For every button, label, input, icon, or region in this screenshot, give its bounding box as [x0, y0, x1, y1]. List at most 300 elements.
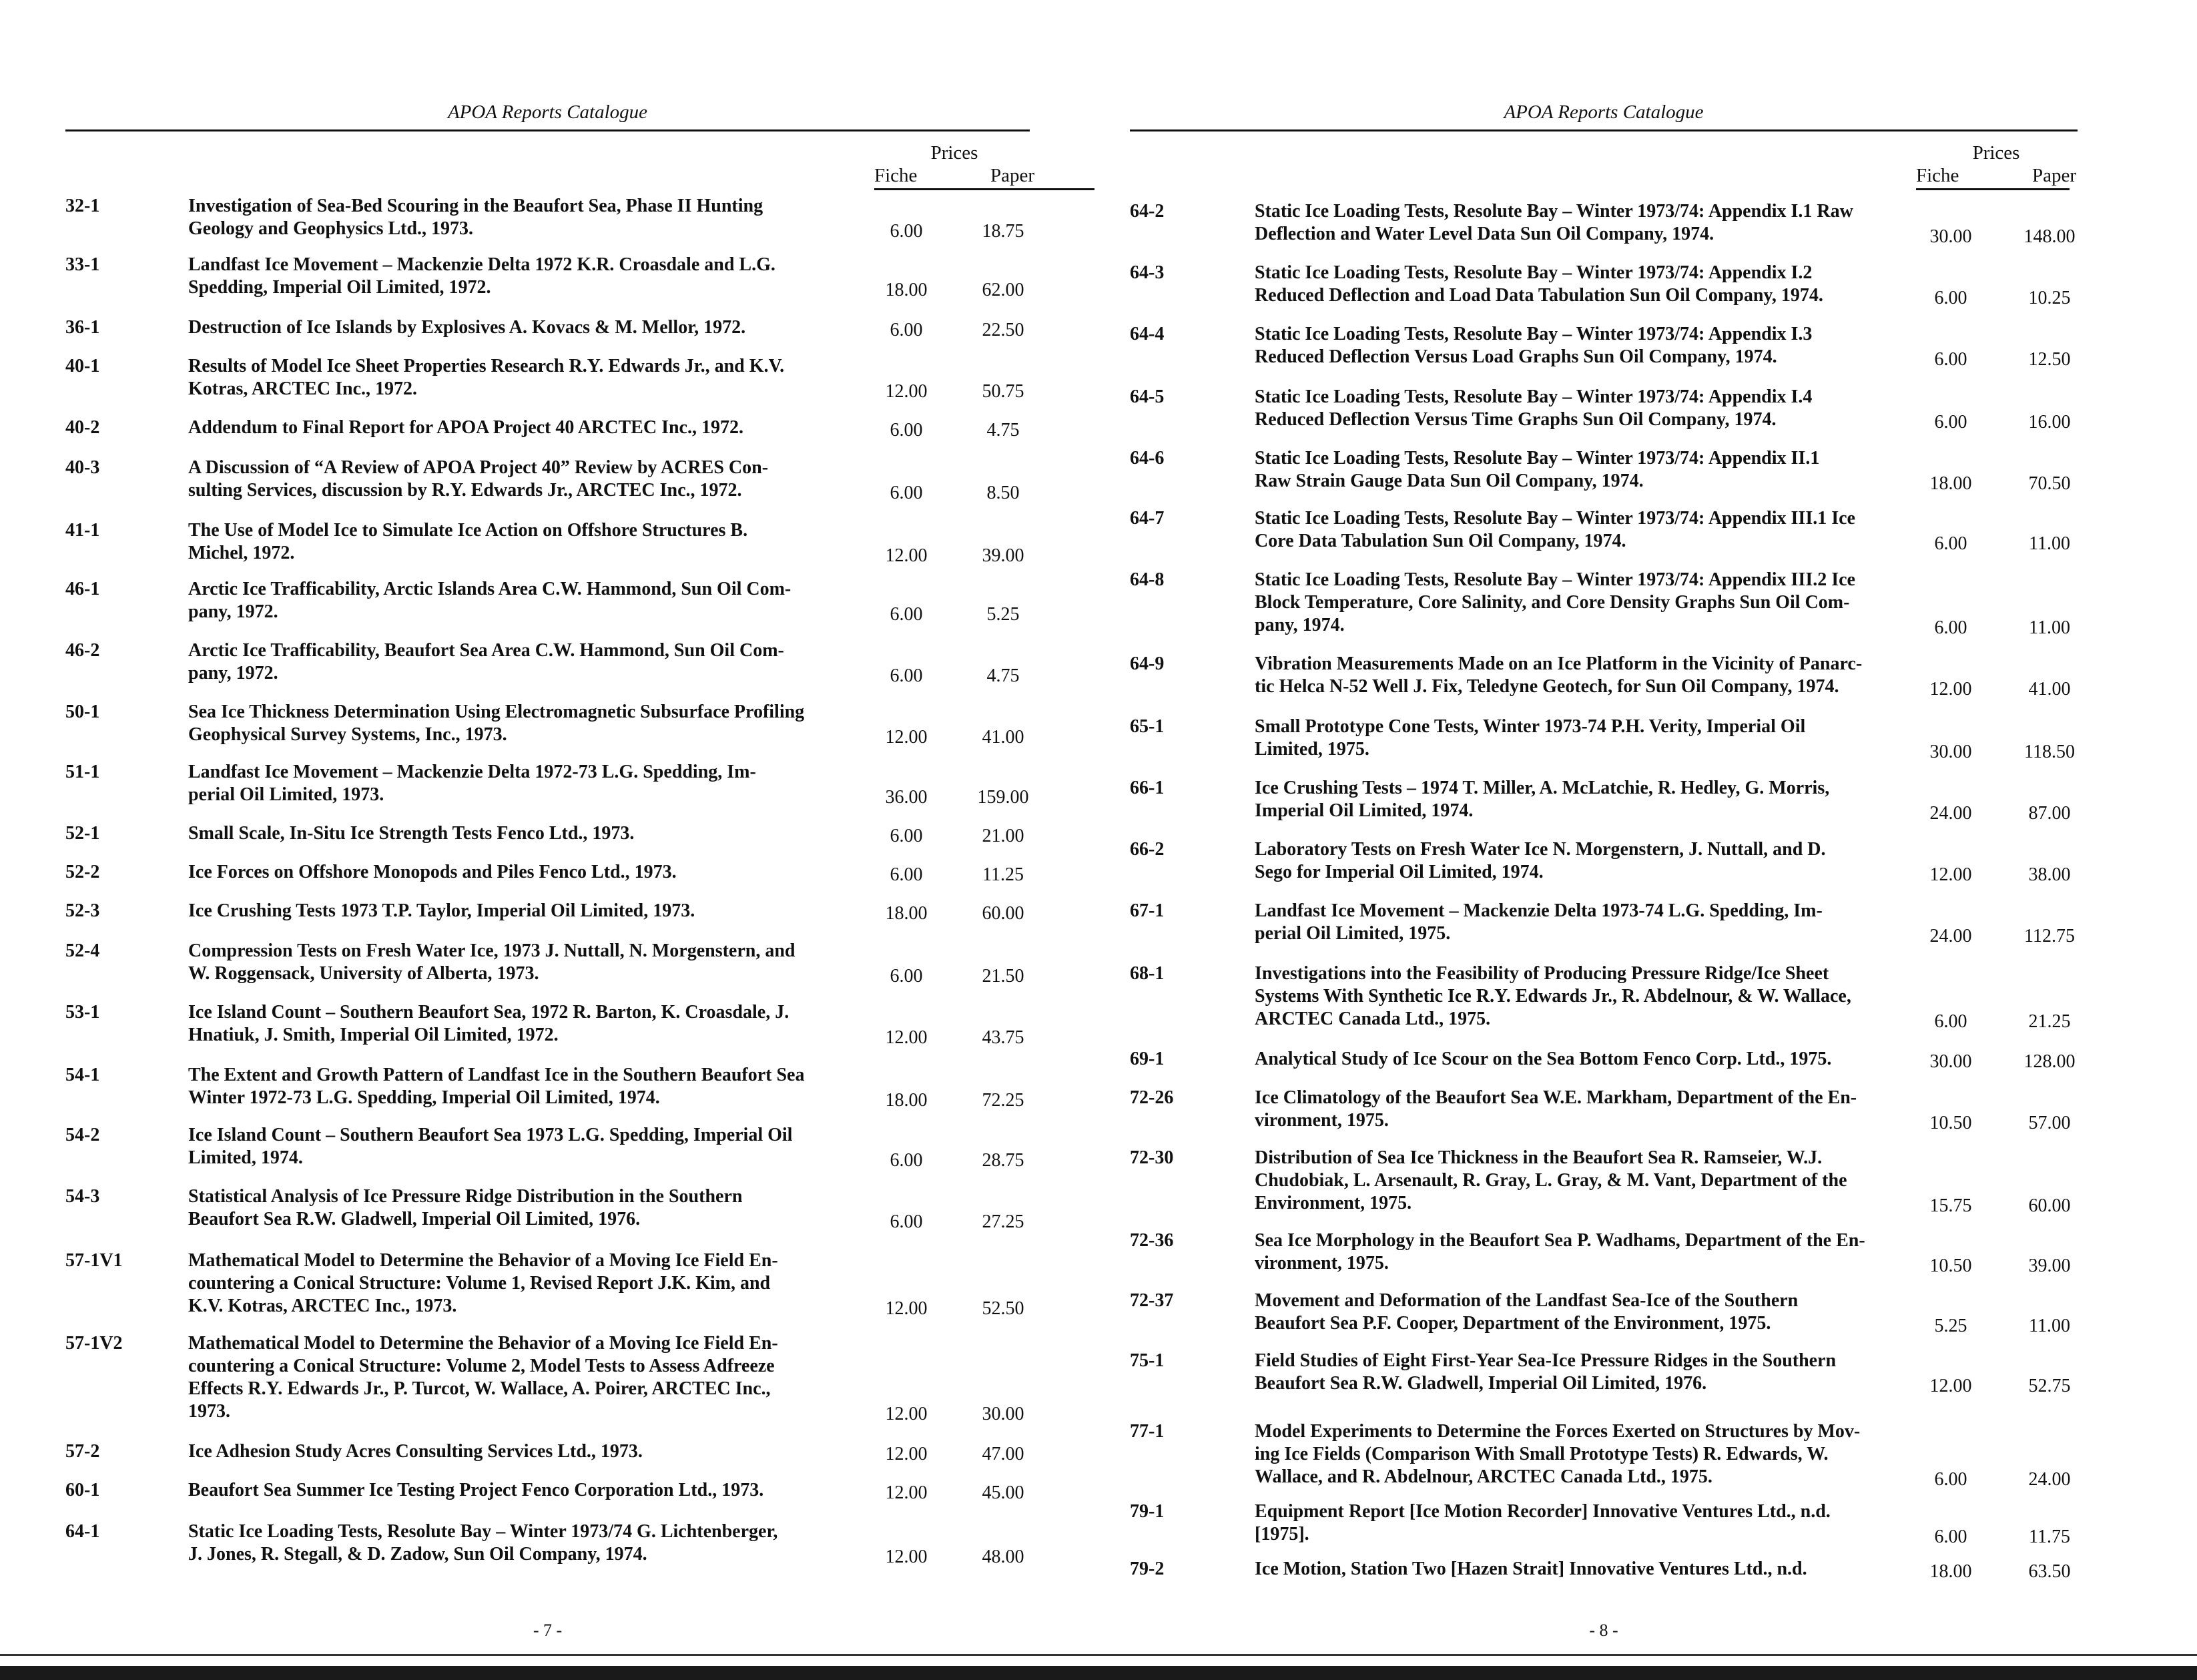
report-title-line: Beaufort Sea R.W. Gladwell, Imperial Oil Limited, 1976. — [188, 1209, 641, 1229]
right-page — [1130, 0, 2078, 1680]
report-title — [188, 761, 896, 806]
report-title-line: The Use of Model Ice to Simulate Ice Action on Offshore Structures B. — [188, 520, 748, 541]
page-header: APOA Reports Catalogue — [1504, 101, 1704, 123]
fiche-price: 12.00 — [885, 381, 928, 402]
catalogue-entry — [65, 940, 1030, 985]
report-number: 65-1 — [1130, 716, 1165, 737]
report-number: 66-1 — [1130, 778, 1165, 798]
report-number: 66-2 — [1130, 839, 1165, 860]
report-title-line: Sego for Imperial Oil Limited, 1974. — [1255, 862, 1544, 882]
fiche-label: Fiche — [1916, 165, 1959, 186]
report-title-line: Wallace, and R. Abdelnour, ARCTEC Canada Ltd., 1975. — [1255, 1466, 1712, 1487]
report-title-line: Static Ice Loading Tests, Resolute Bay – Winter 1973/74: Appendix III.2 Ice — [1255, 569, 1855, 590]
catalogue-entry — [1130, 716, 2078, 761]
paper-price: 11.25 — [982, 864, 1024, 885]
paper-price: 11.75 — [2029, 1526, 2070, 1547]
report-title — [188, 940, 896, 985]
report-title — [1255, 1147, 1942, 1215]
paper-price: 22.50 — [982, 320, 1024, 340]
fiche-price: 30.00 — [1929, 1051, 1972, 1072]
fiche-price: 6.00 — [890, 483, 923, 503]
left-page — [65, 0, 1034, 1680]
prices-label: Prices — [930, 142, 978, 164]
report-number: 64-5 — [1130, 386, 1165, 407]
paper-price: 47.00 — [982, 1444, 1024, 1464]
report-title-line: pany, 1974. — [1255, 615, 1345, 635]
report-title-line: Investigations into the Feasibility of Producing Pressure Ridge/Ice Sheet — [1255, 963, 1829, 984]
report-title — [188, 861, 896, 884]
fiche-price: 6.00 — [1934, 533, 1967, 554]
report-title — [188, 1001, 896, 1047]
fiche-price: 6.00 — [890, 1150, 923, 1171]
catalogue-entry — [65, 457, 1030, 502]
report-title-line: ing Ice Fields (Comparison With Small Prototype Tests) R. Edwards, W. — [1255, 1444, 1829, 1464]
report-number: 79-1 — [1130, 1501, 1165, 1522]
fiche-price: 6.00 — [890, 864, 923, 885]
report-title — [1255, 1420, 1942, 1488]
catalogue-entry — [1130, 1087, 2078, 1132]
report-title-line: Deflection and Water Level Data Sun Oil Company, 1974. — [1255, 224, 1714, 244]
report-title-line: Sea Ice Thickness Determination Using Electromagnetic Subsurface Profiling — [188, 702, 805, 722]
report-number: 54-3 — [65, 1186, 100, 1207]
fiche-price: 10.50 — [1929, 1255, 1972, 1276]
report-number: 32-1 — [65, 196, 100, 216]
report-title-line: Static Ice Loading Tests, Resolute Bay – Winter 1973/74: Appendix I.2 — [1255, 262, 1813, 283]
catalogue-entry — [65, 861, 1030, 884]
report-title-line: tic Helca N-52 Well J. Fix, Teledyne Geotech, for Sun Oil Company, 1974. — [1255, 676, 1839, 697]
paper-price: 43.75 — [982, 1027, 1024, 1048]
paper-price: 62.00 — [982, 280, 1024, 300]
catalogue-entry — [65, 761, 1030, 806]
page-header: APOA Reports Catalogue — [447, 101, 648, 123]
report-number: 54-1 — [65, 1065, 100, 1085]
report-title-line: Static Ice Loading Tests, Resolute Bay – Winter 1973/74: Appendix III.1 Ice — [1255, 508, 1855, 529]
report-title — [188, 1064, 896, 1109]
paper-price: 63.50 — [2028, 1561, 2071, 1582]
paper-price: 39.00 — [2028, 1255, 2071, 1276]
catalogue-entry — [65, 195, 1030, 240]
paper-price: 11.00 — [2029, 533, 2070, 554]
report-title-line: Mathematical Model to Determine the Behavior of a Moving Ice Field En- — [188, 1250, 778, 1271]
paper-label: Paper — [2031, 165, 2076, 186]
fiche-price: 18.00 — [885, 1090, 928, 1111]
report-number: 46-1 — [65, 579, 100, 599]
report-title-line: Small Prototype Cone Tests, Winter 1973-74 P.H. Verity, Imperial Oil — [1255, 716, 1806, 737]
report-title — [188, 1440, 896, 1463]
report-title-line: Small Scale, In-Situ Ice Strength Tests Fenco Ltd., 1973. — [188, 823, 635, 844]
paper-price: 21.25 — [2028, 1011, 2071, 1032]
report-title — [1255, 323, 1942, 368]
paper-price: 27.25 — [982, 1211, 1024, 1232]
catalogue-entry — [65, 519, 1030, 565]
report-title-line: Spedding, Imperial Oil Limited, 1972. — [188, 277, 491, 298]
fiche-price: 36.00 — [885, 787, 928, 808]
report-title — [188, 1479, 896, 1502]
report-title-line: Model Experiments to Determine the Forces Exerted on Structures by Mov- — [1255, 1421, 1861, 1442]
catalogue-entry — [65, 578, 1030, 623]
report-title-line: Mathematical Model to Determine the Behavior of a Moving Ice Field En- — [188, 1333, 778, 1354]
paper-price: 41.00 — [2028, 679, 2071, 699]
catalogue-entry — [65, 822, 1030, 845]
report-number: 53-1 — [65, 1002, 100, 1023]
report-title-line: Chudobiak, L. Arsenault, R. Gray, L. Gray, & M. Vant, Department of the — [1255, 1170, 1847, 1191]
report-title — [188, 457, 896, 502]
report-number: 46-2 — [65, 640, 100, 661]
report-number: 40-3 — [65, 457, 100, 478]
report-title-line: Static Ice Loading Tests, Resolute Bay – Winter 1973/74 G. Lichtenberger, — [188, 1521, 778, 1542]
report-number: 54-2 — [65, 1125, 100, 1145]
catalogue-entry — [1130, 507, 2078, 553]
report-title-line: Reduced Deflection Versus Load Graphs Sun Oil Company, 1974. — [1255, 346, 1777, 367]
fiche-price: 6.00 — [890, 966, 923, 987]
paper-price: 48.00 — [982, 1547, 1024, 1567]
report-title — [1255, 838, 1942, 884]
report-title-line: Hnatiuk, J. Smith, Imperial Oil Limited, 1972. — [188, 1025, 559, 1045]
report-title — [1255, 716, 1942, 761]
paper-price: 41.00 — [982, 727, 1024, 748]
report-title-line: Static Ice Loading Tests, Resolute Bay – Winter 1973/74: Appendix I.4 — [1255, 386, 1813, 407]
catalogue-entry — [1130, 653, 2078, 698]
paper-price: 30.00 — [982, 1404, 1024, 1424]
report-title-line: 1973. — [188, 1401, 230, 1422]
catalogue-entry — [1130, 1558, 2078, 1581]
catalogue-entry — [65, 900, 1030, 922]
report-title — [188, 900, 896, 922]
fiche-price: 12.00 — [885, 1404, 928, 1424]
report-title — [1255, 1048, 1942, 1071]
report-number: 72-26 — [1130, 1087, 1174, 1108]
report-title-line: Static Ice Loading Tests, Resolute Bay – Winter 1973/74: Appendix I.3 — [1255, 324, 1813, 344]
report-title-line: Laboratory Tests on Fresh Water Ice N. Morgenstern, J. Nuttall, and D. — [1255, 839, 1826, 860]
report-title-line: Ice Climatology of the Beaufort Sea W.E. Markham, Department of the En- — [1255, 1087, 1857, 1108]
report-title — [1255, 1350, 1942, 1395]
paper-price: 87.00 — [2028, 803, 2071, 824]
report-title-line: Statistical Analysis of Ice Pressure Ridge Distribution in the Southern — [188, 1186, 743, 1207]
report-title-line: Effects R.Y. Edwards Jr., P. Turcot, W. Wallace, A. Poirer, ARCTEC Inc., — [188, 1378, 771, 1399]
page-number: - 7 - — [533, 1621, 563, 1640]
report-title-line: Ice Forces on Offshore Monopods and Piles Fenco Ltd., 1973. — [188, 862, 677, 882]
paper-price: 10.25 — [2028, 288, 2071, 308]
report-number: 69-1 — [1130, 1049, 1165, 1069]
report-number: 52-3 — [65, 900, 100, 921]
report-title-line: Limited, 1975. — [1255, 739, 1369, 760]
catalogue-entry — [1130, 200, 2078, 246]
catalogue-entry — [1130, 262, 2078, 307]
prices-rule — [874, 188, 1094, 190]
report-title — [1255, 386, 1942, 431]
fiche-price: 18.00 — [885, 903, 928, 924]
catalogue-entry — [1130, 1420, 2078, 1488]
paper-price: 21.50 — [982, 966, 1024, 987]
report-title-line: J. Jones, R. Stegall, & D. Zadow, Sun Oil Company, 1974. — [188, 1544, 647, 1565]
paper-price: 52.50 — [982, 1298, 1024, 1319]
report-title-line: Arctic Ice Trafficability, Beaufort Sea Area C.W. Hammond, Sun Oil Com- — [188, 640, 784, 661]
catalogue-entry — [1130, 323, 2078, 368]
fiche-price: 24.00 — [1929, 926, 1972, 946]
catalogue-entry — [1130, 838, 2078, 884]
report-title-line: Beaufort Sea R.W. Gladwell, Imperial Oil Limited, 1976. — [1255, 1373, 1707, 1394]
report-title — [1255, 653, 1942, 698]
report-title — [1255, 777, 1942, 822]
page-number: - 8 - — [1589, 1621, 1618, 1640]
fiche-price: 6.00 — [890, 604, 923, 625]
fiche-price: 6.00 — [890, 665, 923, 686]
report-title-line: pany, 1972. — [188, 601, 278, 622]
report-title-line: Arctic Ice Trafficability, Arctic Islands Area C.W. Hammond, Sun Oil Com- — [188, 579, 792, 599]
report-title-line: Limited, 1974. — [188, 1147, 303, 1168]
report-title — [188, 1332, 896, 1423]
fiche-price: 6.00 — [890, 1211, 923, 1232]
report-title-line: Geology and Geophysics Ltd., 1973. — [188, 218, 474, 239]
catalogue-entry — [1130, 447, 2078, 493]
paper-price: 70.50 — [2028, 473, 2071, 494]
report-title — [188, 355, 896, 400]
report-title-line: Raw Strain Gauge Data Sun Oil Company, 1974. — [1255, 471, 1644, 491]
report-title-line: Addendum to Final Report for APOA Project 40 ARCTEC Inc., 1972. — [188, 417, 743, 438]
catalogue-entry — [65, 416, 1030, 439]
report-title — [1255, 1087, 1942, 1132]
report-title — [1255, 1558, 1942, 1581]
report-title — [1255, 1290, 1942, 1335]
report-title-line: Ice Island Count – Southern Beaufort Sea, 1972 R. Barton, K. Croasdale, J. — [188, 1002, 790, 1023]
fiche-price: 6.00 — [890, 320, 923, 340]
prices-column-header — [874, 142, 1034, 187]
report-title-line: K.V. Kotras, ARCTEC Inc., 1973. — [188, 1296, 457, 1316]
paper-price: 57.00 — [2028, 1113, 2071, 1133]
report-title-line: The Extent and Growth Pattern of Landfast Ice in the Southern Beaufort Sea — [188, 1065, 805, 1085]
report-number: 67-1 — [1130, 900, 1165, 921]
paper-price: 18.75 — [982, 221, 1024, 242]
report-number: 50-1 — [65, 702, 100, 722]
bottom-rule — [0, 1654, 2197, 1656]
report-title — [1255, 1229, 1942, 1275]
paper-price: 50.75 — [982, 381, 1024, 402]
report-number: 36-1 — [65, 317, 100, 338]
report-title-line: Analytical Study of Ice Scour on the Sea Bottom Fenco Corp. Ltd., 1975. — [1255, 1049, 1832, 1069]
fiche-price: 12.00 — [885, 1444, 928, 1464]
report-number: 64-7 — [1130, 508, 1165, 529]
report-title-line: sulting Services, discussion by R.Y. Edwards Jr., ARCTEC Inc., 1972. — [188, 480, 742, 501]
paper-price: 16.00 — [2028, 412, 2071, 433]
paper-price: 38.00 — [2028, 864, 2071, 885]
report-number: 64-6 — [1130, 448, 1165, 469]
report-title — [188, 316, 896, 339]
catalogue-entry — [65, 1332, 1030, 1423]
report-title-line: Ice Adhesion Study Acres Consulting Services Ltd., 1973. — [188, 1441, 643, 1462]
report-number: 75-1 — [1130, 1350, 1165, 1371]
report-title-line: Geophysical Survey Systems, Inc., 1973. — [188, 724, 507, 745]
report-title — [188, 822, 896, 845]
fiche-price: 15.75 — [1929, 1195, 1972, 1216]
report-title-line: Ice Motion, Station Two [Hazen Strait] Innovative Ventures Ltd., n.d. — [1255, 1559, 1807, 1579]
catalogue-entry — [1130, 1048, 2078, 1071]
report-number: 40-1 — [65, 356, 100, 376]
report-number: 64-9 — [1130, 653, 1165, 674]
report-title-line: Ice Island Count – Southern Beaufort Sea 1973 L.G. Spedding, Imperial Oil — [188, 1125, 793, 1145]
paper-price: 11.00 — [2029, 1316, 2070, 1336]
report-title-line: Movement and Deformation of the Landfast Sea-Ice of the Southern — [1255, 1290, 1799, 1311]
paper-price: 148.00 — [2023, 226, 2076, 247]
paper-price: 52.75 — [2028, 1376, 2071, 1396]
report-title-line: Environment, 1975. — [1255, 1193, 1412, 1213]
catalogue-entry — [65, 701, 1030, 746]
report-number: 64-8 — [1130, 569, 1165, 590]
fiche-price: 6.00 — [1934, 1526, 1967, 1547]
report-title-line: Imperial Oil Limited, 1974. — [1255, 800, 1474, 821]
report-title-line: Equipment Report [Ice Motion Recorder] Innovative Ventures Ltd., n.d. — [1255, 1501, 1831, 1522]
report-number: 77-1 — [1130, 1421, 1165, 1442]
report-number: 64-4 — [1130, 324, 1165, 344]
paper-price: 11.00 — [2029, 617, 2070, 638]
paper-price: 12.50 — [2028, 349, 2071, 370]
report-number: 72-37 — [1130, 1290, 1174, 1311]
paper-price: 4.75 — [986, 665, 1020, 686]
report-number: 68-1 — [1130, 963, 1165, 984]
fiche-price: 6.00 — [1934, 617, 1967, 638]
paper-price: 60.00 — [982, 903, 1024, 924]
catalogue-entry — [65, 316, 1030, 339]
fiche-price: 10.50 — [1929, 1113, 1972, 1133]
catalogue-entry — [65, 639, 1030, 685]
paper-price: 39.00 — [982, 545, 1024, 566]
catalogue-entry — [1130, 777, 2078, 822]
report-title-line: pany, 1972. — [188, 663, 278, 683]
report-title-line: Static Ice Loading Tests, Resolute Bay – Winter 1973/74: Appendix II.1 — [1255, 448, 1820, 469]
fiche-price: 30.00 — [1929, 742, 1972, 762]
bottom-scan-edge — [0, 1666, 2197, 1680]
paper-price: 72.25 — [982, 1090, 1024, 1111]
report-title-line: Beaufort Sea P.F. Cooper, Department of the Environment, 1975. — [1255, 1313, 1771, 1334]
paper-price: 159.00 — [977, 787, 1029, 808]
report-title-line: A Discussion of “A Review of APOA Project 40” Review by ACRES Con- — [188, 457, 769, 478]
paper-price: 28.75 — [982, 1150, 1024, 1171]
fiche-price: 12.00 — [1929, 864, 1972, 885]
report-number: 51-1 — [65, 762, 100, 782]
report-number: 64-1 — [65, 1521, 100, 1542]
report-title — [1255, 962, 1942, 1031]
fiche-price: 5.25 — [1934, 1316, 1967, 1336]
paper-price: 24.00 — [2028, 1469, 2071, 1490]
catalogue-entry — [65, 1520, 1030, 1566]
fiche-price: 6.00 — [1934, 1011, 1967, 1032]
report-title-line: Winter 1972-73 L.G. Spedding, Imperial Oil Limited, 1974. — [188, 1087, 660, 1108]
report-number: 33-1 — [65, 254, 100, 275]
report-title — [188, 578, 896, 623]
paper-price: 128.00 — [2023, 1051, 2076, 1072]
fiche-price: 12.00 — [1929, 679, 1972, 699]
report-title-line: W. Roggensack, University of Alberta, 1973. — [188, 963, 539, 984]
report-title — [188, 1124, 896, 1169]
report-title-line: Investigation of Sea-Bed Scouring in the Beaufort Sea, Phase II Hunting — [188, 196, 763, 216]
report-title — [1255, 200, 1942, 246]
report-number: 52-4 — [65, 940, 100, 961]
catalogue-entry — [1130, 569, 2078, 637]
report-number: 60-1 — [65, 1480, 100, 1500]
fiche-price: 6.00 — [1934, 1469, 1967, 1490]
report-title-line: vironment, 1975. — [1255, 1253, 1389, 1274]
fiche-price: 6.00 — [1934, 412, 1967, 433]
catalogue-entry — [1130, 1229, 2078, 1275]
catalogue-entry — [65, 355, 1030, 400]
prices-column-header — [1916, 142, 2076, 187]
report-title — [1255, 1500, 1942, 1546]
report-title-line: Kotras, ARCTEC Inc., 1972. — [188, 378, 418, 399]
fiche-price: 12.00 — [1929, 1376, 1972, 1396]
report-title-line: Core Data Tabulation Sun Oil Company, 1974. — [1255, 531, 1626, 551]
report-title-line: Reduced Deflection and Load Data Tabulation Sun Oil Company, 1974. — [1255, 285, 1823, 306]
catalogue-entry — [65, 1064, 1030, 1109]
report-title — [188, 1249, 896, 1318]
report-title-line: Field Studies of Eight First-Year Sea-Ice Pressure Ridges in the Southern — [1255, 1350, 1837, 1371]
fiche-price: 18.00 — [1929, 473, 1972, 494]
report-title-line: Destruction of Ice Islands by Explosives A. Kovacs & M. Mellor, 1972. — [188, 317, 746, 338]
report-title-line: Sea Ice Morphology in the Beaufort Sea P. Wadhams, Department of the En- — [1255, 1230, 1865, 1251]
fiche-label: Fiche — [874, 165, 918, 186]
fiche-price: 12.00 — [885, 1547, 928, 1567]
catalogue-entry — [1130, 1147, 2078, 1215]
catalogue-entry — [65, 1479, 1030, 1502]
report-title — [188, 195, 896, 240]
report-title-line: countering a Conical Structure: Volume 2, Model Tests to Assess Adfreeze — [188, 1356, 775, 1376]
report-title-line: countering a Conical Structure: Volume 1, Revised Report J.K. Kim, and — [188, 1273, 771, 1294]
catalogue-entry — [65, 1249, 1030, 1318]
report-title-line: [1975]. — [1255, 1524, 1309, 1545]
catalogue-entry — [1130, 962, 2078, 1031]
report-title-line: ARCTEC Canada Ltd., 1975. — [1255, 1009, 1491, 1029]
header-rule — [1130, 129, 2078, 131]
report-title-line: vironment, 1975. — [1255, 1110, 1389, 1131]
fiche-price: 24.00 — [1929, 803, 1972, 824]
report-title-line: Distribution of Sea Ice Thickness in the Beaufort Sea R. Ramseier, W.J. — [1255, 1147, 1823, 1168]
report-number: 57-2 — [65, 1441, 100, 1462]
report-title — [188, 1520, 896, 1566]
fiche-price: 18.00 — [885, 280, 928, 300]
report-title-line: Block Temperature, Core Salinity, and Core Density Graphs Sun Oil Com- — [1255, 592, 1850, 613]
report-title — [188, 254, 896, 299]
fiche-price: 12.00 — [885, 545, 928, 566]
fiche-price: 12.00 — [885, 1027, 928, 1048]
catalogue-entry — [65, 254, 1030, 299]
report-title-line: perial Oil Limited, 1973. — [188, 784, 384, 805]
report-title — [188, 1185, 896, 1231]
fiche-price: 12.00 — [885, 1482, 928, 1503]
fiche-price: 6.00 — [890, 420, 923, 441]
report-number: 72-30 — [1130, 1147, 1174, 1168]
report-title-line: Ice Crushing Tests – 1974 T. Miller, A. McLatchie, R. Hedley, G. Morris, — [1255, 778, 1830, 798]
catalogue-entry — [1130, 1350, 2078, 1395]
report-number: 64-2 — [1130, 201, 1165, 222]
report-title-line: Results of Model Ice Sheet Properties Research R.Y. Edwards Jr., and K.V. — [188, 356, 785, 376]
fiche-price: 6.00 — [1934, 349, 1967, 370]
report-number: 52-2 — [65, 862, 100, 882]
report-number: 52-1 — [65, 823, 100, 844]
paper-price: 4.75 — [986, 420, 1020, 441]
paper-price: 8.50 — [986, 483, 1020, 503]
report-title — [1255, 569, 1942, 637]
report-title-line: perial Oil Limited, 1975. — [1255, 923, 1451, 944]
report-title-line: Beaufort Sea Summer Ice Testing Project Fenco Corporation Ltd., 1973. — [188, 1480, 764, 1500]
report-title — [1255, 507, 1942, 553]
report-number: 40-2 — [65, 417, 100, 438]
fiche-price: 30.00 — [1929, 226, 1972, 247]
fiche-price: 12.00 — [885, 1298, 928, 1319]
report-number: 57-1V2 — [65, 1333, 123, 1354]
report-title-line: Landfast Ice Movement – Mackenzie Delta 1972-73 L.G. Spedding, Im- — [188, 762, 756, 782]
catalogue-entry — [65, 1001, 1030, 1047]
report-title — [1255, 900, 1942, 945]
report-title-line: Systems With Synthetic Ice R.Y. Edwards Jr., R. Abdelnour, & W. Wallace, — [1255, 986, 1851, 1007]
paper-price: 118.50 — [2024, 742, 2075, 762]
